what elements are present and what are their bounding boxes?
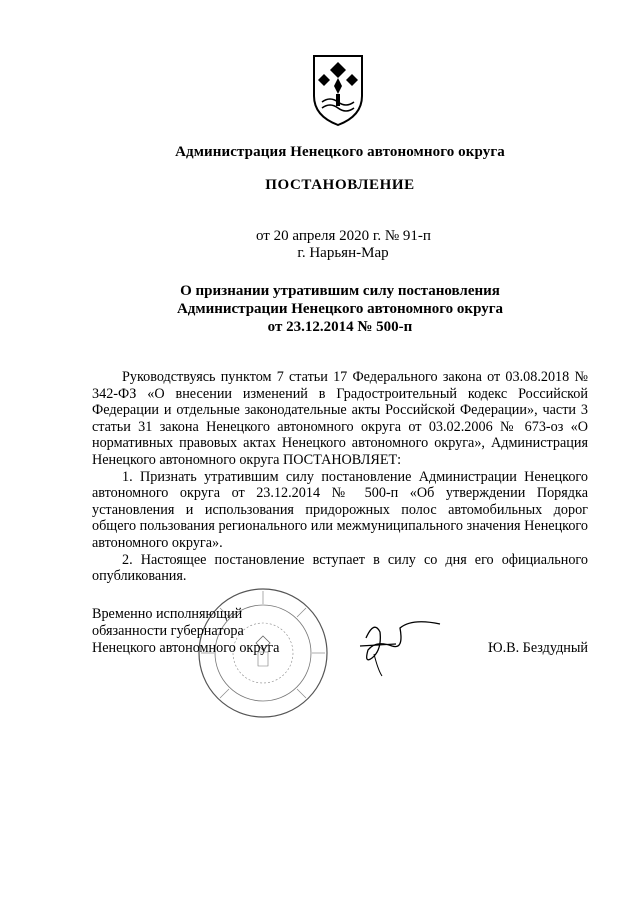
body-paragraph-preamble: Руководствуясь пунктом 7 статьи 17 Федерального закона от 03.08.2018 № 342-ФЗ «О внесении изменений в Градостроительный кодекс Российской Федерации и отдельные законодательные акты Российской Федерации», части 3 статьи 31 закона Ненецкого автономного округа от 03.02.2006 № 673-оз «О нормативных правовых актах Ненецкого автономного округа», Администрация Ненецкого автономного округа ПОСТАНОВЛЯЕТ: [92, 369, 588, 468]
position-line: Временно исполняющий [92, 606, 243, 622]
handwritten-signature [352, 610, 452, 680]
heading-line: Администрации Ненецкого автономного округа [176, 301, 504, 317]
heading-line: от 23.12.2014 № 500-п [267, 319, 413, 335]
document-date-number: от 20 апреля 2020 г. № 91-п [256, 228, 431, 244]
coat-of-arms-emblem [308, 50, 368, 128]
document-heading [0, 282, 640, 336]
body-paragraph-item-1: 1. Признать утратившим силу постановление Администрации Ненецкого автономного округа от 23.12.2014 № 500-п «Об утверждении Порядка установления и использования придорожных полос автомобильных дорог общего пользования регионального или межмуниципального значения Ненецкого автономного округа». [92, 468, 588, 551]
organization-title: Администрация Ненецкого автономного округа [175, 144, 505, 160]
signatory-name: Ю.В. Бездудный [488, 640, 589, 656]
document-type: ПОСТАНОВЛЕНИЕ [265, 177, 415, 193]
position-line: обязанности губернатора [92, 623, 244, 639]
document-body [92, 369, 588, 585]
position-line: Ненецкого автономного округа [92, 640, 280, 656]
signatory-position [92, 606, 279, 657]
heading-line: О признании утратившим силу постановления [180, 283, 500, 299]
document-city: г. Нарьян-Мар [297, 245, 389, 261]
body-paragraph-item-2: 2. Настоящее постановление вступает в силу со дня его официального опубликования. [92, 551, 588, 585]
